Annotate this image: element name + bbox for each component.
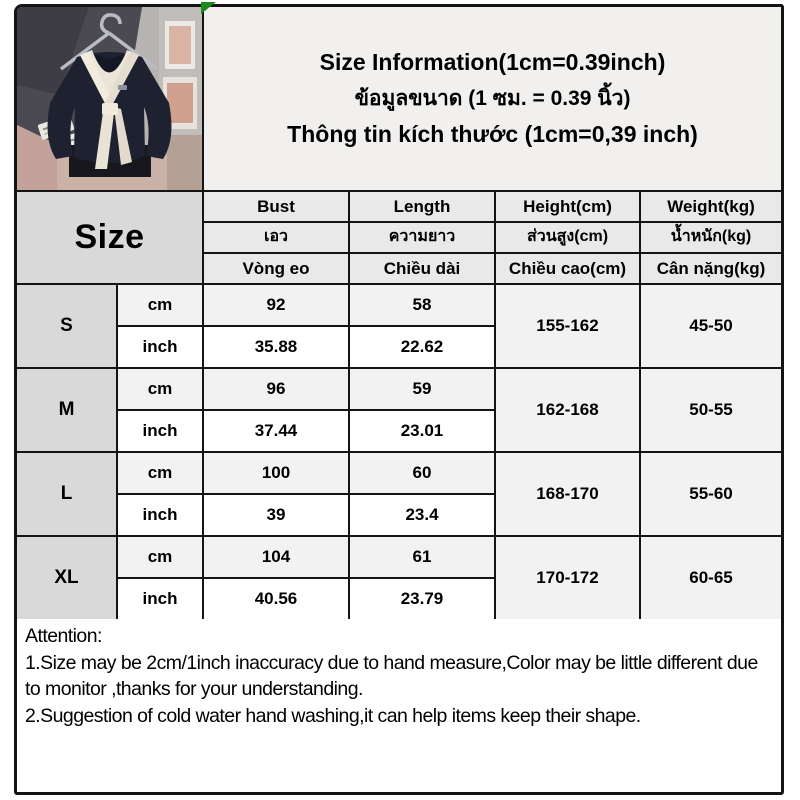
value-xl-bust-cm: 104 xyxy=(204,537,348,577)
value-xl-bust-inch: 40.56 xyxy=(204,579,348,619)
value-m-bust-cm: 96 xyxy=(204,369,348,409)
value-m-height: 162-168 xyxy=(496,369,639,451)
attention-title: Attention: xyxy=(25,625,102,647)
product-photo-image xyxy=(17,7,202,190)
value-l-length-inch: 23.4 xyxy=(350,495,494,535)
col-header-bust-th: เอว xyxy=(204,223,348,252)
value-m-length-inch: 23.01 xyxy=(350,411,494,451)
col-header-weight-en: Weight(kg) xyxy=(641,192,781,221)
value-s-height: 155-162 xyxy=(496,285,639,367)
value-l-bust-inch: 39 xyxy=(204,495,348,535)
value-s-length-cm: 58 xyxy=(350,285,494,325)
unit-inch: inch xyxy=(118,327,202,367)
value-m-weight: 50-55 xyxy=(641,369,781,451)
value-xl-weight: 60-65 xyxy=(641,537,781,619)
col-header-weight-th: น้ำหนัก(kg) xyxy=(641,223,781,252)
title-english: Size Information(1cm=0.39inch) xyxy=(319,49,666,75)
row-label-size-xl: XL xyxy=(17,537,116,619)
value-l-weight: 55-60 xyxy=(641,453,781,535)
col-header-height-vi: Chiều cao(cm) xyxy=(496,254,639,283)
row-label-size-m: M xyxy=(17,369,116,451)
unit-inch: inch xyxy=(118,495,202,535)
size-table xyxy=(17,192,781,619)
size-info-title xyxy=(204,7,781,190)
attention-note-2: 2.Suggestion of cold water hand washing,it can help items keep their shape. xyxy=(25,704,641,727)
value-l-length-cm: 60 xyxy=(350,453,494,493)
size-chart-card xyxy=(14,4,784,795)
unit-cm: cm xyxy=(118,285,202,325)
col-header-bust-vi: Vòng eo xyxy=(204,254,348,283)
value-s-length-inch: 22.62 xyxy=(350,327,494,367)
col-header-bust-en: Bust xyxy=(204,192,348,221)
value-m-length-cm: 59 xyxy=(350,369,494,409)
value-xl-height: 170-172 xyxy=(496,537,639,619)
value-xl-length-inch: 23.79 xyxy=(350,579,494,619)
col-header-weight-vi: Cân nặng(kg) xyxy=(641,254,781,283)
col-header-length-vi: Chiều dài xyxy=(350,254,494,283)
size-column-header: Size xyxy=(17,192,202,283)
unit-cm: cm xyxy=(118,369,202,409)
col-header-length-en: Length xyxy=(350,192,494,221)
value-m-bust-inch: 37.44 xyxy=(204,411,348,451)
attention-section xyxy=(17,619,781,792)
row-label-size-s: S xyxy=(17,285,116,367)
attention-note-1: 1.Size may be 2cm/1inch inaccuracy due to hand measure,Color may be little different due to monitor ,thanks for your understanding. xyxy=(25,651,758,701)
unit-cm: cm xyxy=(118,537,202,577)
title-thai: ข้อมูลขนาด (1 ซม. = 0.39 นิ้ว) xyxy=(354,87,631,110)
title-vietnamese: Thông tin kích thước (1cm=0,39 inch) xyxy=(287,121,698,147)
top-row xyxy=(17,7,781,192)
col-header-length-th: ความยาว xyxy=(350,223,494,252)
unit-inch: inch xyxy=(118,579,202,619)
value-s-weight: 45-50 xyxy=(641,285,781,367)
value-xl-length-cm: 61 xyxy=(350,537,494,577)
value-s-bust-inch: 35.88 xyxy=(204,327,348,367)
unit-cm: cm xyxy=(118,453,202,493)
value-s-bust-cm: 92 xyxy=(204,285,348,325)
unit-inch: inch xyxy=(118,411,202,451)
col-header-height-th: ส่วนสูง(cm) xyxy=(496,223,639,252)
green-corner-marker xyxy=(201,2,216,14)
product-photo xyxy=(17,7,204,190)
col-header-height-en: Height(cm) xyxy=(496,192,639,221)
value-l-height: 168-170 xyxy=(496,453,639,535)
row-label-size-l: L xyxy=(17,453,116,535)
value-l-bust-cm: 100 xyxy=(204,453,348,493)
